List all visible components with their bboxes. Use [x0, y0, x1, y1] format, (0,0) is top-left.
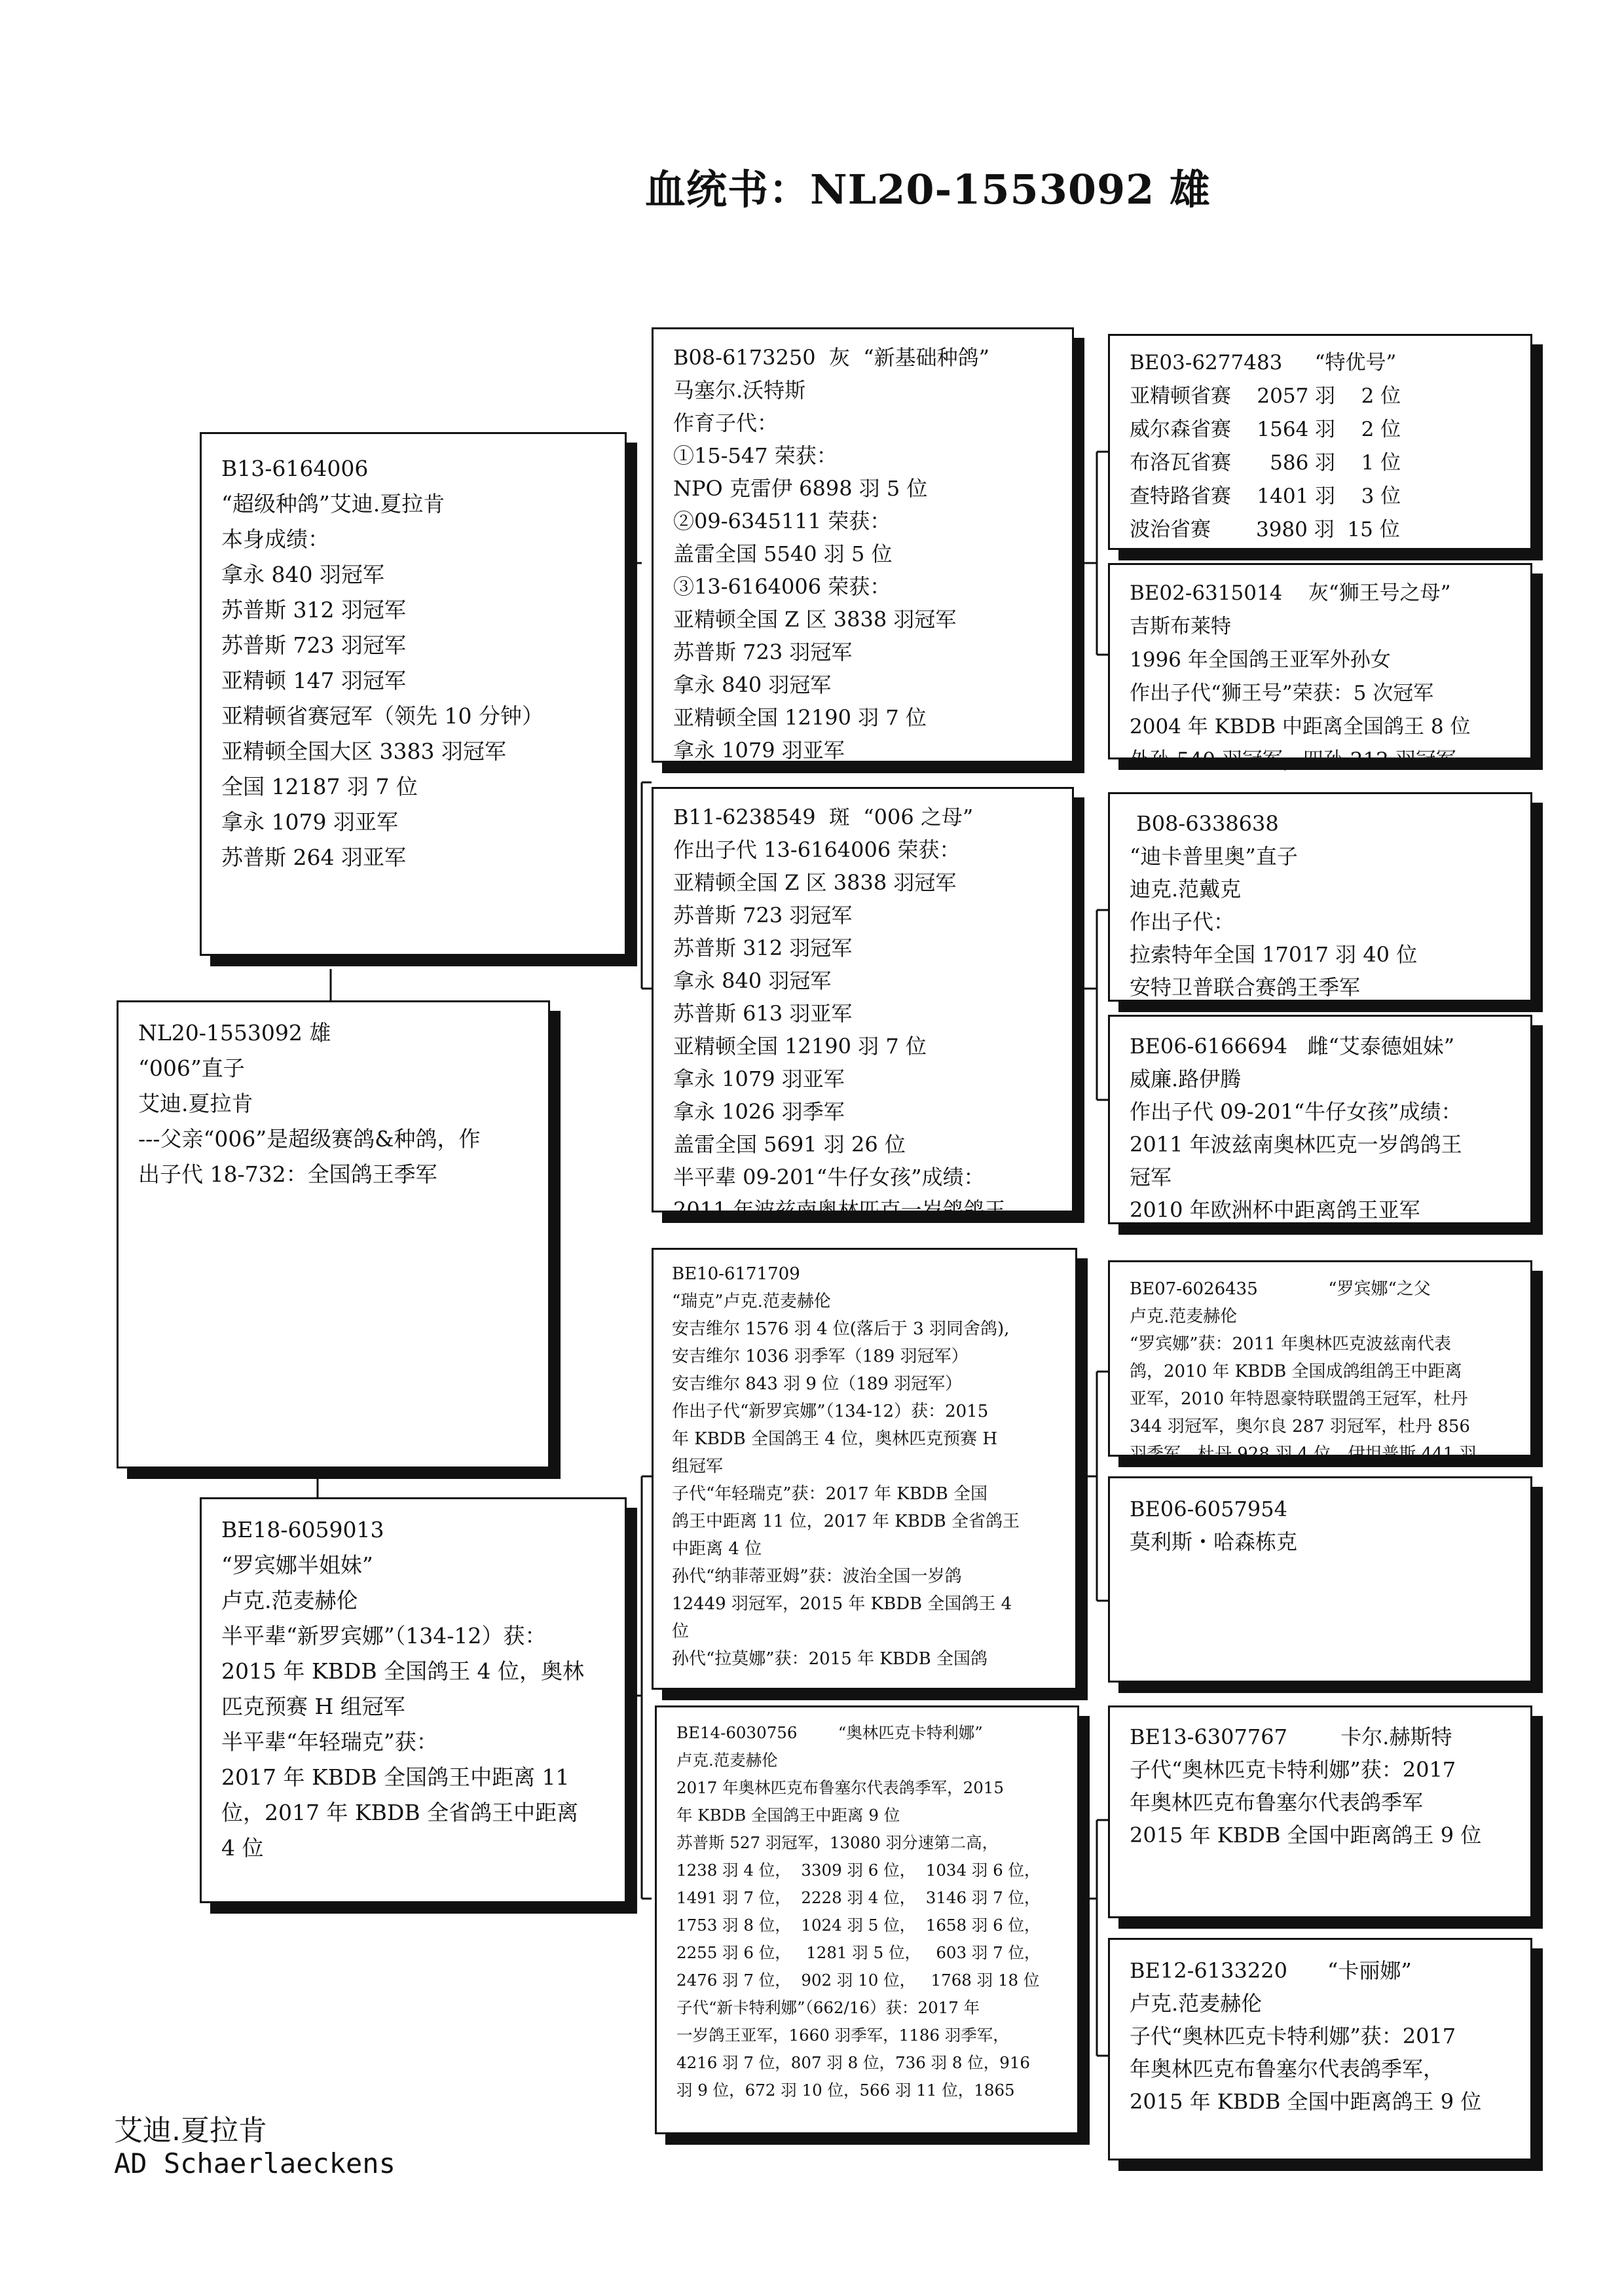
sire-dam-line: 苏普斯 613 羽亚军: [673, 1001, 853, 1026]
sd-dam-line: 2010 年欧洲杯中距离鸽王亚军: [1130, 1197, 1420, 1222]
sd-dam-line: 2011 年波兹南奥林匹克一岁鸽鸽王: [1130, 1132, 1462, 1157]
dam-dam-line: 卢克.范麦赫伦: [676, 1751, 778, 1770]
dam-dam-line: 羽 9 位，672 羽 10 位，566 羽 11 位，1865: [676, 2081, 1015, 2100]
dam-sire-line: 作出子代“新罗宾娜”（134-12）获：2015: [672, 1402, 989, 1421]
sire-dam-line: 盖雷全国 5691 羽 26 位: [673, 1132, 906, 1157]
sd-sire-line: 安特卫普联合赛鸽王季军: [1130, 975, 1361, 1000]
ds-sire-line: 344 羽冠军，奥尔良 287 羽冠军，杜丹 856: [1130, 1417, 1470, 1436]
dam-line: 4 位: [221, 1835, 264, 1861]
dd-sire-line: BE13-6307767 卡尔.赫斯特: [1130, 1724, 1452, 1749]
sire-sire-line: 拿永 840 羽冠军: [673, 672, 832, 697]
dam-sire-box: [652, 1248, 1077, 1690]
subject-box: [117, 1000, 550, 1468]
sire-sire-line: ②09-6345111 荣获：: [673, 509, 891, 534]
dd-dam-line: 卢克.范麦赫伦: [1130, 1991, 1263, 2016]
sire-dam-line: 拿永 840 羽冠军: [673, 968, 832, 993]
ss-dam-box: [1108, 563, 1532, 772]
sire-sire-box: [652, 327, 1074, 763]
ds-dam-line: 莫利斯・哈森栋克: [1130, 1529, 1298, 1554]
dd-sire-line: 年奥林匹克布鲁塞尔代表鸽季军: [1130, 1790, 1424, 1815]
dam-sire-line: 年 KBDB 全国鸽王 4 位，奥林匹克预赛 H: [672, 1429, 998, 1449]
ss-dam-line: BE02-6315014 灰“狮王号之母”: [1130, 581, 1451, 605]
sd-dam-line: 威廉.路伊腾: [1130, 1066, 1242, 1091]
sire-sire-line: NPO 克雷伊 6898 羽 5 位: [673, 476, 928, 501]
dam-sire-line: 12449 羽冠军，2015 年 KBDB 全国鸽王 4: [672, 1594, 1012, 1614]
ss-sire-line: 波治省赛 3980 羽 15 位: [1130, 518, 1400, 541]
sire-dam-line: 拿永 1026 羽季军: [673, 1099, 845, 1124]
dd-dam-line: 2015 年 KBDB 全国中距离鸽王 9 位: [1130, 2089, 1482, 2114]
ds-sire-line: 亚军，2010 年特恩豪特联盟鸽王冠军，杜丹: [1130, 1389, 1468, 1409]
dam-dam-line: 1491 羽 7 位， 2228 羽 4 位， 3146 羽 7 位，: [676, 1888, 1041, 1907]
dam-sire-line: 孙代“纳菲蒂亚姆”获：波治全国一岁鸽: [672, 1567, 962, 1586]
sire-line: 亚精顿省赛冠军（领先 10 分钟）: [221, 703, 544, 729]
dam-line: “罗宾娜半姐妹”: [221, 1552, 373, 1578]
sire-sire-line: 作育子代：: [673, 410, 779, 435]
dam-sire-line: 中距离 4 位: [672, 1539, 762, 1559]
sire-dam-line: 苏普斯 723 羽冠军: [673, 903, 853, 928]
sire-dam-line: 作出子代 13-6164006 荣获：: [673, 837, 961, 862]
sire-line: 全国 12187 羽 7 位: [221, 774, 418, 799]
sire-sire-line: 马塞尔.沃特斯: [673, 378, 806, 403]
sd-sire-line: 拉索特年全国 17017 羽 40 位: [1130, 942, 1418, 967]
dd-dam-line: 年奥林匹克布鲁塞尔代表鸽季军，: [1130, 2056, 1445, 2081]
sire-sire-line: ③13-6164006 荣获：: [673, 574, 891, 599]
dd-sire-box: [1108, 1705, 1532, 1918]
sd-dam-line: 冠军: [1130, 1165, 1172, 1190]
sire-sire-line: ①15-547 荣获：: [673, 443, 838, 468]
sire-dam-line: B11-6238549 斑 “006 之母”: [673, 805, 974, 829]
dam-dam-line: 苏普斯 527 羽冠军，13080 羽分速第二高，: [676, 1833, 999, 1852]
sire-line: 苏普斯 264 羽亚军: [221, 845, 406, 870]
dam-line: 半平辈“年轻瑞克”获：: [221, 1729, 438, 1755]
dam-line: 2017 年 KBDB 全国鸽王中距离 11: [221, 1764, 570, 1790]
sire-line: 拿永 840 羽冠军: [221, 562, 384, 587]
sire-sire-line: 亚精顿全国 12190 羽 7 位: [673, 705, 927, 730]
dd-dam-box: [1108, 1938, 1532, 2160]
dam-line: 半平辈“新罗宾娜”（134-12）获：: [221, 1623, 547, 1649]
sd-dam-line: BE06-6166694 雌“艾泰德姐妹”: [1130, 1034, 1455, 1059]
dam-line: 匹克预赛 H 组冠军: [221, 1694, 405, 1719]
sire-box: [200, 432, 627, 956]
dam-dam-line: 子代“新卡特利娜”（662/16）获：2017 年: [676, 1998, 980, 2017]
dam-sire-line: BE10-6171709: [672, 1264, 800, 1284]
subject-line: 出子代 18-732：全国鸽王季军: [138, 1161, 437, 1187]
dam-sire-line: 安吉维尔 1036 羽季军（189 羽冠军）: [672, 1347, 969, 1366]
sd-sire-line: 迪克.范戴克: [1130, 877, 1242, 902]
sire-line: 拿永 1079 羽亚军: [221, 809, 398, 835]
ss-dam-line: 2004 年 KBDB 中距离全国鸽王 8 位: [1130, 715, 1471, 738]
ss-sire-line: 威尔森省赛 1564 羽 2 位: [1130, 418, 1401, 441]
ds-dam-box: [1108, 1476, 1532, 1683]
ds-sire-line: 鸽，2010 年 KBDB 全国成鸽组鸽王中距离: [1130, 1362, 1462, 1381]
sd-dam-line: 作出子代 09-201“牛仔女孩”成绩：: [1130, 1099, 1462, 1124]
ss-sire-box: [1108, 334, 1532, 550]
ds-sire-line: “罗宾娜”获：2011 年奥林匹克波兹南代表: [1130, 1334, 1452, 1354]
ss-dam-line: 外孙 540 羽冠军，四孙 212 羽冠军: [1130, 748, 1456, 772]
sire-sire-line: B08-6173250 灰 “新基础种鸽”: [673, 345, 989, 370]
sire-sire-line: 拿永 1079 羽亚军: [673, 738, 845, 763]
ds-sire-box: [1108, 1260, 1532, 1464]
ss-dam-line: 吉斯布莱特: [1130, 615, 1231, 638]
sire-sire-line: 盖雷全国 5540 羽 5 位: [673, 541, 893, 566]
dd-dam-line: BE12-6133220 “卡丽娜”: [1130, 1958, 1412, 1983]
dam-box: [200, 1497, 627, 1903]
breeder-name-english: AD Schaerlaeckens: [114, 2147, 396, 2179]
sire-dam-line: 亚精顿全国 12190 羽 7 位: [673, 1034, 927, 1059]
sire-line: 亚精顿全国大区 3383 羽冠军: [221, 738, 506, 764]
ss-dam-line: 1996 年全国鸽王亚军外孙女: [1130, 648, 1391, 672]
sire-sire-line: 苏普斯 723 羽冠军: [673, 640, 853, 665]
sire-line: B13-6164006: [221, 456, 369, 481]
dam-dam-line: 2476 羽 7 位， 902 羽 10 位， 1768 羽 18 位: [676, 1971, 1040, 1990]
subject-line: ---父亲“006”是超级赛鸽&种鸽，作: [138, 1126, 481, 1152]
sire-dam-line: 2011 年波兹南奥林匹克一岁鸽鸽王: [673, 1197, 1006, 1222]
dam-dam-line: 年 KBDB 全国鸽王中距离 9 位: [676, 1806, 900, 1825]
dd-sire-line: 子代“奥林匹克卡特利娜”获：2017: [1130, 1757, 1456, 1782]
dam-dam-line: 2255 羽 6 位， 1281 羽 5 位， 603 羽 7 位，: [676, 1943, 1041, 1962]
ss-sire-line: BE03-6277483 “特优号”: [1130, 351, 1397, 374]
ss-dam-line: 作出子代“狮王号”荣获：5 次冠军: [1130, 682, 1434, 705]
ds-sire-line: 卢克.范麦赫伦: [1130, 1307, 1238, 1326]
dam-dam-line: 1753 羽 8 位， 1024 羽 5 位， 1658 羽 6 位，: [676, 1916, 1041, 1935]
subject-line: 艾迪.夏拉肯: [138, 1091, 253, 1116]
sd-sire-line: “迪卡普里奥”直子: [1130, 844, 1298, 869]
ds-sire-line: BE07-6026435 “罗宾娜“之父: [1130, 1279, 1431, 1299]
sire-line: 苏普斯 312 羽冠军: [221, 597, 406, 623]
sire-dam-box: [652, 787, 1074, 1222]
sire-line: 亚精顿 147 羽冠军: [221, 668, 406, 693]
sire-dam-line: 拿永 1079 羽亚军: [673, 1066, 845, 1091]
dam-dam-line: 1238 羽 4 位， 3309 羽 6 位， 1034 羽 6 位，: [676, 1861, 1041, 1880]
dam-sire-line: 组冠军: [672, 1457, 724, 1476]
dam-sire-line: 子代“年轻瑞克”获：2017 年 KBDB 全国: [672, 1484, 988, 1504]
dam-sire-line: 安吉维尔 1576 羽 4 位(落后于 3 羽同舍鸽),: [672, 1319, 1010, 1339]
sire-line: 苏普斯 723 羽冠军: [221, 632, 406, 658]
sd-sire-line: 作出子代：: [1130, 909, 1235, 934]
sd-sire-line: B08-6338638: [1130, 811, 1279, 836]
dam-sire-line: “瑞克”卢克.范麦赫伦: [672, 1292, 831, 1311]
dam-line: 卢克.范麦赫伦: [221, 1588, 358, 1613]
dam-sire-line: 安吉维尔 843 羽 9 位（189 羽冠军）: [672, 1374, 963, 1394]
dam-line: BE18-6059013: [221, 1517, 384, 1542]
dd-dam-line: 子代“奥林匹克卡特利娜”获：2017: [1130, 2024, 1456, 2049]
dam-line: 位，2017 年 KBDB 全省鸽王中距离: [221, 1800, 579, 1825]
sire-dam-line: 苏普斯 312 羽冠军: [673, 936, 853, 960]
ss-sire-line: 布洛瓦省赛 586 羽 1 位: [1130, 451, 1401, 475]
sire-line: 本身成绩：: [221, 526, 329, 552]
ds-dam-line: BE06-6057954: [1130, 1497, 1287, 1522]
sire-line: “超级种鸽”艾迪.夏拉肯: [221, 491, 445, 517]
dam-dam-box: [655, 1705, 1079, 2134]
dd-sire-line: 2015 年 KBDB 全国中距离鸽王 9 位: [1130, 1823, 1482, 1848]
sd-dam-box: [1108, 1015, 1532, 1224]
sd-sire-box: [1108, 792, 1532, 1002]
dam-sire-line: 孙代“拉莫娜”获：2015 年 KBDB 全国鸽: [672, 1649, 988, 1669]
page-title: 血统书：NL20-1553092 雄: [645, 166, 1211, 213]
subject-line: NL20-1553092 雄: [138, 1020, 331, 1046]
breeder-name-chinese: 艾迪.夏拉肯: [114, 2114, 267, 2147]
dam-dam-line: 4216 羽 7 位，807 羽 8 位，736 羽 8 位，916: [676, 2053, 1030, 2072]
ss-sire-line: 亚精顿省赛 2057 羽 2 位: [1130, 384, 1401, 408]
dam-dam-line: 2017 年奥林匹克布鲁塞尔代表鸽季军，2015: [676, 1778, 1004, 1797]
sire-dam-line: 半平辈 09-201“牛仔女孩”成绩：: [673, 1165, 985, 1190]
sire-dam-line: 亚精顿全国 Z 区 3838 羽冠军: [673, 870, 957, 895]
dam-dam-line: 一岁鸽王亚军，1660 羽季军，1186 羽季军，: [676, 2026, 1009, 2045]
ss-sire-line: 查特路省赛 1401 羽 3 位: [1130, 484, 1401, 508]
dam-sire-line: 鸽王中距离 11 位，2017 年 KBDB 全省鸽王: [672, 1512, 1020, 1531]
dam-sire-line: 位: [672, 1622, 690, 1641]
subject-line: “006”直子: [138, 1055, 245, 1081]
sire-sire-line: 亚精顿全国 Z 区 3838 羽冠军: [673, 607, 957, 632]
dam-line: 2015 年 KBDB 全国鸽王 4 位，奥林: [221, 1658, 585, 1684]
dam-dam-line: BE14-6030756 “奥林匹克卡特利娜”: [676, 1723, 983, 1742]
ds-sire-line: 羽季军，杜丹 928 羽 4 位，伊坦普斯 441 羽: [1130, 1444, 1477, 1464]
